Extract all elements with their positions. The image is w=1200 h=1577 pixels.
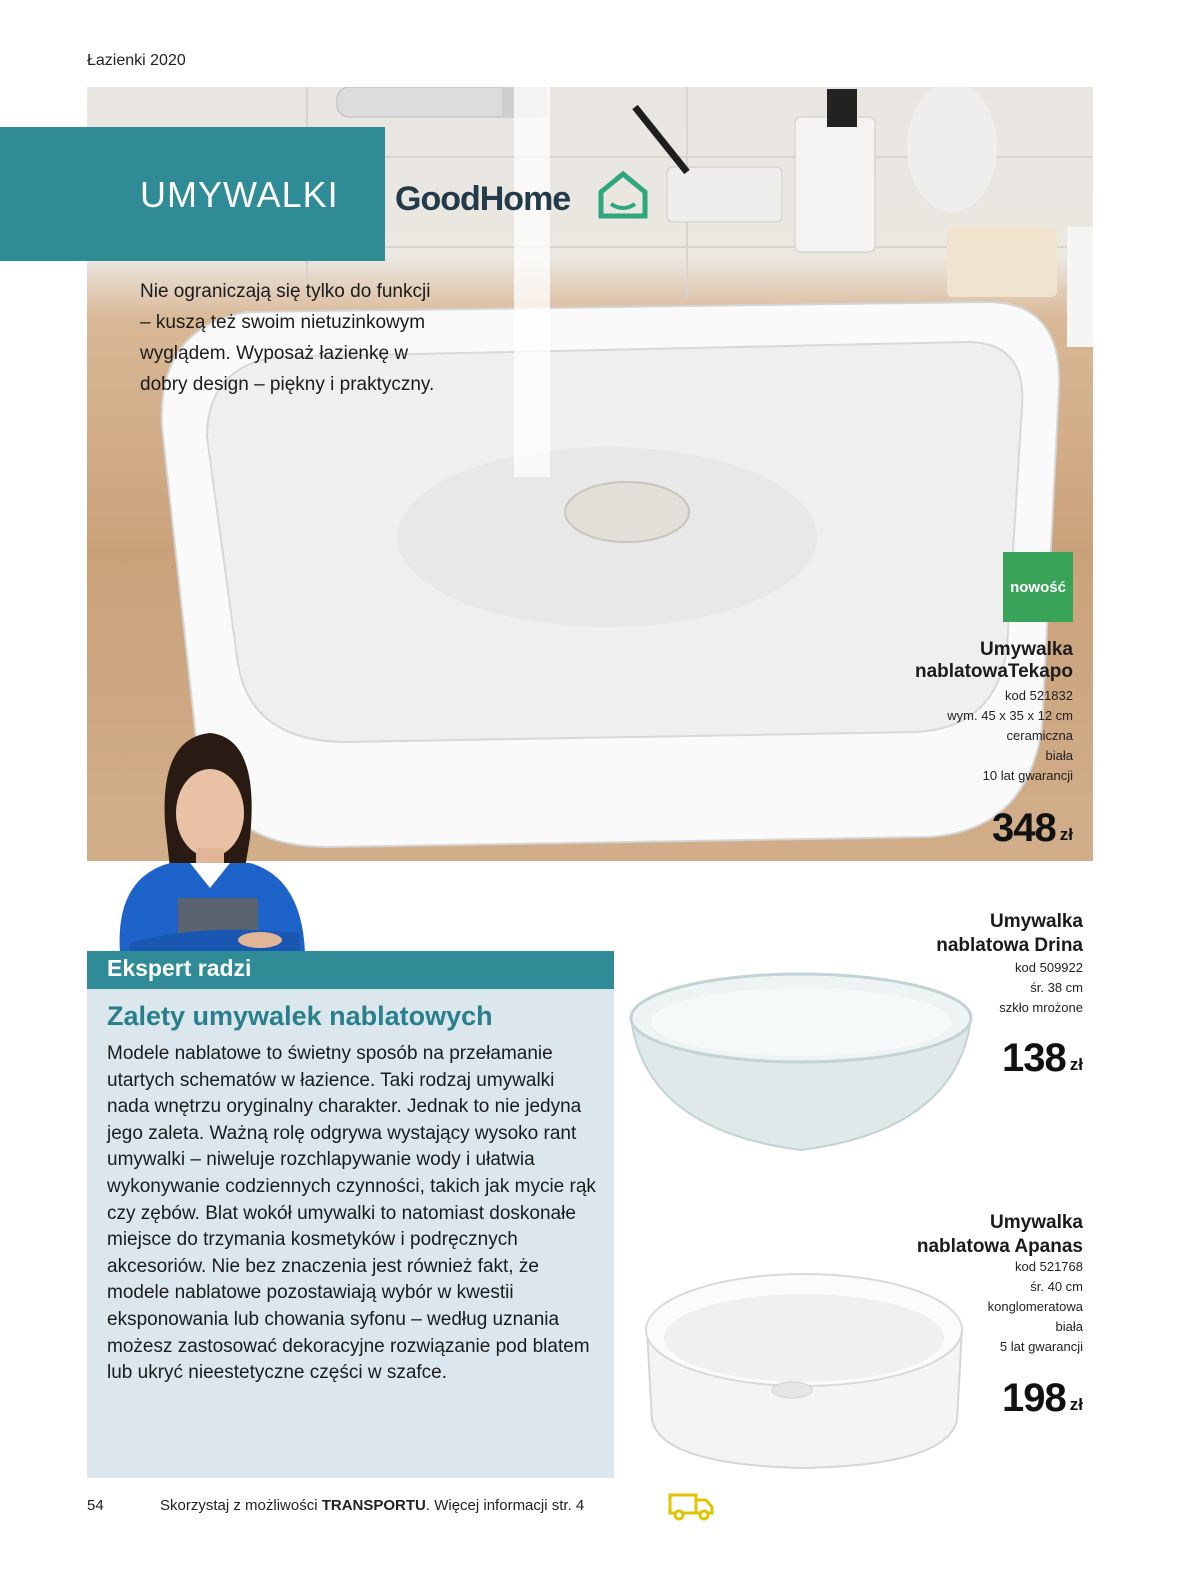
expert-bar-label: Ekspert radzi: [107, 955, 252, 981]
goodhome-house-icon: [597, 170, 649, 220]
page-number: 54: [87, 1497, 104, 1514]
product-specs: kod 509922 śr. 38 cm szkło mrożone: [999, 960, 1083, 1015]
product-price: 348 zł: [992, 806, 1073, 850]
glass-bowl-image: [625, 970, 977, 1155]
new-badge: nowość: [1003, 552, 1073, 622]
section-title: UMYWALKI: [140, 174, 339, 215]
delivery-truck-icon: [668, 1489, 714, 1521]
intro-text: Nie ograniczają się tylko do funkcji – kuszą też swoim nietuzinkowym wyglądem. Wyposaż łazienkę w dobry design – piękny i praktyczny.: [140, 281, 435, 395]
expert-heading: Zalety umywalek nablatowych: [107, 1001, 493, 1031]
brand-logo-text: GoodHome: [395, 180, 571, 218]
footer-note: Skorzystaj z możliwości TRANSPORTU. Więcej informacji str. 4: [160, 1497, 585, 1514]
round-bowl-image: [642, 1270, 967, 1470]
expert-body: Modele nablatowe to świetny sposób na przełamanie utartych schematów w łazience. Taki rodzaj umywalki nada wnętrzu oryginalny charakter. Jednak to nie jedyna jego zaleta. Ważną rolę odgrywa wystający wysoko rant umywalki – niweluje rozchlapywanie wody i ułatwia wykonywanie codziennych czynności, takich jak mycie rąk czy zębów. Blat wokół umywalki to natomiast doskonałe miejsce do trzymania kosmetyków i podręcznych akcesoriów. Nie bez znaczenia jest również fakt, że modele nablatowe pozostawiają wybór w kwestii eksponowania lub chowania syfonu – według uznania możesz zastosować dekoracyjne rozwiązanie pod blatem lub ukryć nieestetyczne części w szafce.: [107, 1043, 596, 1384]
product-name: Umywalka nablatowa Drina: [936, 911, 1083, 956]
product-price: 138 zł: [1002, 1036, 1083, 1080]
product-name: Umywalka nablatowa Apanas: [916, 1212, 1083, 1257]
product-specs: kod 521832 wym. 45 x 35 x 12 cm ceramiczna biała 10 lat gwarancji: [947, 688, 1073, 783]
product-name: Umywalka nablatowaTekapo: [914, 639, 1073, 682]
product-price: 198 zł: [1002, 1376, 1083, 1420]
expert-portrait: [110, 728, 310, 953]
product-specs: kod 521768 śr. 40 cm konglomeratowa biała 5 lat gwarancji: [987, 1259, 1083, 1354]
running-head: Łazienki 2020: [87, 52, 186, 69]
